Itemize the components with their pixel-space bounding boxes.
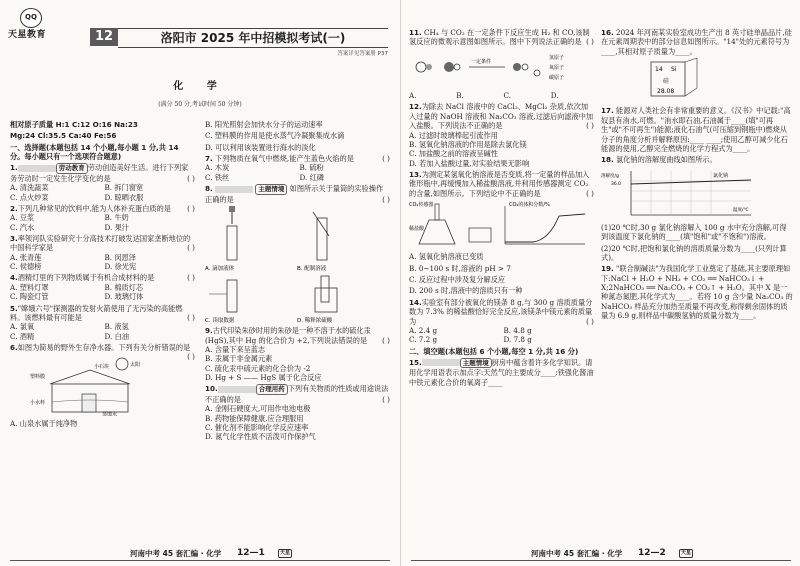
q18-text: 氯化钠的溶解度曲线如图所示。 bbox=[616, 155, 717, 165]
question-list-3 bbox=[409, 102, 594, 387]
y-axis-label: 溶解度/g bbox=[601, 173, 619, 179]
question-list-2 bbox=[205, 326, 390, 441]
footer-mark: 天星 bbox=[280, 550, 291, 556]
q7-opt-b: B. 硫粉 bbox=[299, 163, 324, 173]
q5-option: A. 氯氧 bbox=[10, 322, 35, 332]
question-8 bbox=[205, 184, 390, 204]
question-q13 bbox=[409, 170, 594, 198]
q6-text: 如图为简易的野外生存净水器。下列有关分析错误的是 bbox=[17, 342, 191, 352]
star-icon: QQ bbox=[20, 8, 42, 28]
silicon-element-card bbox=[601, 58, 781, 104]
q8-answer-box: ( ) bbox=[382, 194, 390, 204]
exam-number-badge: 12 bbox=[90, 28, 118, 46]
q11-number: 11. bbox=[409, 28, 422, 37]
question-q5 bbox=[10, 304, 195, 341]
q7-text: 下列物质在氧气中燃烧,能产生蓝色火焰的是 bbox=[215, 154, 354, 164]
q14-answer-box: ( ) bbox=[586, 316, 594, 326]
right-column-1 bbox=[409, 28, 594, 538]
q14-option: B. 4.8 g bbox=[503, 325, 532, 335]
y-tick: 36.0 bbox=[611, 181, 622, 187]
q10-option: C. 催化剂不能影响化学反应速率 bbox=[205, 422, 309, 432]
q8-text: 如图所示关于量筒的实验操作正确的是 bbox=[205, 184, 384, 204]
q2-option: C. 汽水 bbox=[10, 222, 35, 232]
q10-option: A. 金刚石硬度大,可用作电池电极 bbox=[205, 404, 311, 414]
x-axis-label: 温度/℃ bbox=[733, 207, 749, 213]
q9-option: A. 含量下来呈蓝志 bbox=[205, 345, 266, 355]
atomic-number: 14 bbox=[655, 66, 663, 74]
q1-number: 1. bbox=[10, 163, 18, 173]
q9-option: B. 汞属于非金属元素 bbox=[205, 354, 273, 364]
q6-option-a: A. 山泉水属于纯净物 bbox=[10, 418, 78, 428]
atomic-mass-line2: Mg:24 Cl:35.5 Ca:40 Fe:56 bbox=[10, 131, 117, 141]
right-footer bbox=[401, 548, 800, 562]
question-q2 bbox=[10, 204, 195, 232]
q2-answer-box: ( ) bbox=[187, 203, 195, 213]
question-q4 bbox=[10, 273, 195, 301]
fig-label-cup: 小水杯 bbox=[30, 400, 46, 407]
redacted-mark bbox=[215, 186, 253, 193]
q10-option: D. 氮气化学性质不活泼可作保护气 bbox=[205, 432, 316, 442]
question-q12 bbox=[409, 102, 594, 168]
legend-oxygen: 氧原子 bbox=[549, 64, 565, 71]
q5-option: B. 液氢 bbox=[104, 322, 129, 332]
q4-option: C. 陶瓷灯管 bbox=[10, 292, 49, 302]
q2-options-row1 bbox=[10, 213, 195, 222]
question-list bbox=[10, 163, 195, 362]
q11-opt-d: D. bbox=[550, 91, 559, 101]
q1-options-row2 bbox=[10, 193, 195, 202]
q17-text: 能源对人类社会有非常重要的意义。《汉书》中记载:"高奴县有洧水,可燃。"洧水即石油,石油属于____(填"可再生"或"不可再生")能源;液化石油气(可压缩到钢瓶中)燃烧从分子的角度分析并解释原因:____ bbox=[601, 106, 791, 144]
q2-text: 下列几种常见的饮料中,能为人体补充蛋白质的是 bbox=[17, 203, 171, 213]
fig-reading-data bbox=[209, 280, 237, 312]
question-q6 bbox=[10, 342, 195, 362]
q3-option: C. 侯德榜 bbox=[10, 262, 42, 272]
fig-dropping-liquid bbox=[227, 206, 237, 260]
q9-option: C. 硫化汞中硫元素的化合价为 -2 bbox=[205, 363, 311, 373]
right-column-2 bbox=[601, 28, 793, 538]
q3-options-row2 bbox=[10, 262, 195, 271]
q11-text: CH₄ 与 CO₂ 在一定条件下反应生成 H₂ 和 CO,该制氢反应的微观示意图如图所示。图中下列说法正确的是 bbox=[409, 28, 590, 47]
q11-opt-a: A. bbox=[409, 91, 417, 101]
sun-icon bbox=[116, 358, 128, 370]
q7-opt-a: A. 木炭 bbox=[205, 163, 230, 173]
q12-number: 12. bbox=[409, 102, 422, 112]
q8-figure bbox=[205, 206, 385, 324]
fig-caption-d: D. 稀释浓硫酸 bbox=[297, 317, 333, 324]
q7-number: 7. bbox=[205, 154, 213, 164]
q2-options-row2 bbox=[10, 223, 195, 232]
q7-opt-c: C. 铁丝 bbox=[205, 172, 230, 182]
q5-number: 5. bbox=[10, 303, 18, 313]
fig-caption-b: B. 配制溶液 bbox=[297, 265, 327, 272]
q11-opt-c: C. bbox=[503, 91, 512, 101]
q5-answer-box: ( ) bbox=[187, 312, 195, 322]
q19-text: "联合制碱法"为我国化学工业奠定了基础,其主要原理如下:NaCl + H₂O + NH₃ + CO₂ ══ NaHCO₃↓ + X;2NaHCO₃ ══ Na₂CO₃ + CO₂↑ + H₂O。其中 X 是一种氮态氮肥,其化学式为____。若将 10 g 含少量 Na₂CO₃ 的 NaHCO₃ 样品充分加热至质量不再改变,称得剩余固体的质量为 6.9 g,则样品中碳酸氢钠的质量分数为____。 bbox=[601, 264, 793, 321]
q1-option: D. 晾晒衣服 bbox=[104, 192, 144, 202]
q11-options bbox=[409, 91, 594, 100]
question-16 bbox=[601, 28, 793, 56]
co2-experiment-figure bbox=[409, 200, 589, 250]
q12-text: 为除去 NaCl 溶液中的 CaCl₂、MgCl₂ 杂质,依次加入过量的 NaOH 溶液和 Na₂CO₃ 溶液,过滤后向滤液中加入盐酸。下列说法不正确的是 bbox=[409, 102, 594, 131]
q10-option: B. 药物能保障健康,应合理服用 bbox=[205, 413, 304, 423]
q8-tag: 主题情境 bbox=[255, 184, 287, 194]
q4-number: 4. bbox=[10, 273, 18, 283]
question-q14 bbox=[409, 298, 594, 345]
q5-option: D. 白油 bbox=[104, 331, 129, 341]
q13-option: B. 0~100 s 时,溶液的 pH > 7 bbox=[409, 263, 511, 273]
q13-option: A. 氢氧化钠溶液已变质 bbox=[409, 252, 484, 262]
q11-molecule-figure bbox=[409, 49, 589, 89]
redacted-mark bbox=[18, 165, 56, 172]
q4-answer-box: ( ) bbox=[187, 273, 195, 283]
question-q1 bbox=[10, 163, 195, 202]
solubility-curve-figure bbox=[601, 167, 781, 221]
q14-option: D. 7.8 g bbox=[503, 335, 532, 345]
question-7 bbox=[205, 154, 390, 182]
q16-text: 2024 年河南某实验室成功生产出 8 英寸硅单晶品片,硅在元素周期表中的部分信息如图所示。"14"处的元素符号为____,其相对原子质量为____。 bbox=[601, 28, 792, 56]
q6-option-d: D. 可以利用该装置进行海水的淡化 bbox=[205, 142, 316, 152]
q14-text: 实验室有部分被氧化的镁条 8 g,与 300 g 溶质质量分数为 7.3% 的稀盐酸恰好完全反应,该镁条中镁元素的质量为 bbox=[409, 297, 593, 326]
q6-number: 6. bbox=[10, 342, 18, 352]
q10-tag: 合理用药 bbox=[256, 384, 288, 394]
fig-label-condition: 一定条件 bbox=[471, 58, 492, 65]
question-18 bbox=[601, 155, 793, 164]
q7-answer-box: ( ) bbox=[382, 154, 390, 164]
q1-option: C. 点火炒菜 bbox=[10, 192, 49, 202]
q14-options-row2 bbox=[409, 335, 594, 344]
water-purifier-figure bbox=[30, 354, 150, 416]
redacted-mark bbox=[218, 386, 256, 393]
left-footer bbox=[0, 548, 400, 562]
brand-logo bbox=[8, 8, 56, 42]
q12-option: A. 过滤时玻璃棒起引流作用 bbox=[409, 130, 498, 140]
q13-number: 13. bbox=[409, 169, 422, 179]
q1-option: B. 拆门窗宽 bbox=[104, 183, 144, 193]
q3-option: B. 闵恩泽 bbox=[104, 252, 136, 262]
q18-sub2: (2)20 ℃时,把饱和氯化钠的溶质质量分数为____(只列计算式)。 bbox=[601, 243, 787, 263]
atomic-mass-line1: 相对原子质量 H:1 C:12 O:16 Na:23 bbox=[10, 120, 138, 129]
q2-option: B. 牛奶 bbox=[104, 213, 129, 223]
q10-text: 下列有关物质的性质或用途说法不正确的是 bbox=[205, 384, 389, 404]
q19-number: 19. bbox=[601, 264, 614, 274]
fig-label-stone: 小石块 bbox=[94, 364, 110, 371]
q2-number: 2. bbox=[10, 203, 18, 213]
q15-tag: 主题情境 bbox=[460, 358, 492, 368]
footer-title: 河南中考 45 套汇编 · 化学 bbox=[130, 549, 222, 558]
q1-text: 劳动创造美好生活。进行下列家务劳动时一定发生化学变化的是 bbox=[10, 163, 189, 183]
q1-options-row1 bbox=[10, 183, 195, 192]
q5-text: "嫦娥六号"探测器的发射火箭使用了无污染的高能燃料。该燃料最有可能是 bbox=[10, 303, 183, 322]
fig-caption-a: A. 滴加液体 bbox=[205, 265, 235, 272]
question-11 bbox=[409, 28, 594, 47]
fig-dilute-acid bbox=[315, 276, 337, 312]
fig-label-distilled: 蒸馏水 bbox=[102, 412, 118, 417]
footer-title: 河南中考 45 套汇编 · 化学 bbox=[531, 549, 623, 558]
q7-opt-d: D. 红磷 bbox=[299, 172, 324, 182]
q12-option: D. 若加入盐酸过量,对实验结果无影响 bbox=[409, 158, 530, 168]
q4-text: 酒精灯里的下列物质属于有机合成材料的是 bbox=[17, 273, 155, 283]
co2-sensor-label: CO₂传感器 bbox=[409, 202, 434, 209]
q9-answer-box: ( ) bbox=[382, 335, 390, 345]
q18-sub1: (1)20 ℃时,30 g 氯化钠溶解入 100 g 水中充分溶解,可得到该温度下氯化钠的____(填"饱和"或"不饱和")溶液。 bbox=[601, 222, 787, 242]
question-q3 bbox=[10, 234, 195, 271]
q16-number: 16. bbox=[601, 28, 614, 37]
q3-number: 3. bbox=[10, 234, 18, 244]
q8-number: 8. bbox=[205, 184, 213, 194]
q10-answer-box: ( ) bbox=[382, 394, 390, 404]
q17-tail: ____;使用乙醇可减少化石能源的使用,乙醇完全燃烧的化学方程式为____。 bbox=[601, 134, 788, 153]
q4-option: B. 棉质灯芯 bbox=[104, 282, 144, 292]
q4-options-row1 bbox=[10, 283, 195, 292]
question-q9 bbox=[205, 326, 390, 382]
q9-option: D. Hg + S —— HgS 属于化合反应 bbox=[205, 373, 322, 383]
q13-option: D. 200 s 时,溶液中的溶质只有一种 bbox=[409, 286, 523, 296]
page-title: 洛阳市 2025 年中招模拟考试(一) bbox=[118, 28, 388, 48]
q13-answer-box: ( ) bbox=[586, 188, 594, 198]
q5-options-row2 bbox=[10, 332, 195, 341]
footer-rule bbox=[10, 560, 390, 561]
fig-label-film: 塑料膜 bbox=[30, 374, 46, 381]
fig-label-sun: 太阳 bbox=[130, 362, 141, 369]
legend-carbon: 碳原子 bbox=[549, 74, 565, 81]
q17-number: 17. bbox=[601, 106, 614, 116]
hcl-label: 稀盐酸 bbox=[409, 226, 425, 233]
subject-heading: 化 学 bbox=[173, 81, 227, 92]
q10-number: 10. bbox=[205, 384, 218, 394]
q2-option: D. 果汁 bbox=[104, 222, 129, 232]
q11-answer-box: ( ) bbox=[586, 37, 594, 47]
section1-title: 一、选择题(本题包括 14 个小题,每小题 1 分,共 14 分。每小题只有一个选项符合题意) bbox=[10, 142, 179, 162]
q11-opt-b: B. bbox=[456, 91, 464, 101]
left-column-2 bbox=[205, 120, 390, 540]
q13-text: 为测定某氢氧化钠溶液是否变质,将一定量的样品加入锥形瓶中,再缓慢加入稀盐酸溶液,并利用传感器测定 CO₂ 的含量,如图所示。下列结论中不正确的是 bbox=[409, 169, 590, 198]
plastic-film bbox=[50, 370, 130, 384]
q3-answer-box: ( ) bbox=[187, 243, 195, 253]
q1-tag: 劳动教育 bbox=[56, 163, 88, 173]
q6-option-c: C. 塑料膜的作用是使水蒸气冷凝聚集成水滴 bbox=[205, 131, 345, 141]
co2-axis-label: CO₂的体积分数/% bbox=[509, 202, 550, 209]
question-19 bbox=[601, 264, 793, 320]
q4-options-row2 bbox=[10, 292, 195, 301]
q4-option: A. 塑料灯罩 bbox=[10, 282, 49, 292]
q15-number: 15. bbox=[409, 357, 422, 367]
page-number: 12—1 bbox=[237, 548, 265, 558]
left-column-1 bbox=[10, 120, 195, 540]
q12-option: C. 加盐酸之前的溶液呈碱性 bbox=[409, 149, 498, 159]
q12-answer-box: ( ) bbox=[586, 121, 594, 131]
question-q10 bbox=[205, 384, 390, 441]
q14-option: A. 2.4 g bbox=[409, 325, 438, 335]
q14-option: C. 7.2 g bbox=[409, 335, 438, 345]
q3-option: D. 徐光宪 bbox=[104, 262, 137, 272]
curve-label: 氯化钠 bbox=[713, 172, 729, 179]
q13-option: C. 反应过程中涉及复分解反应 bbox=[409, 275, 506, 285]
fig-caption-c: C. 读取数据 bbox=[205, 317, 235, 324]
s2-section-title: 二、填空题(本题包括 6 个小题,每空 1 分,共 16 分) bbox=[409, 346, 579, 356]
q9-number: 9. bbox=[205, 326, 213, 336]
legend-hydrogen: 氢原子 bbox=[549, 54, 565, 61]
q9-text: 古代印染朱砂时用的朱砂是一种不溶于水的硫化汞(HgS),其中 Hg 的化合价为 +2,下列说法错误的是 bbox=[205, 326, 371, 345]
right-page bbox=[400, 0, 800, 566]
element-name: 硅 bbox=[663, 78, 670, 86]
q6-option-b: B. 阳光照射会加快水分子的运动速率 bbox=[205, 120, 323, 129]
q6-answer-box: ( ) bbox=[187, 352, 195, 362]
q5-option: C. 酒精 bbox=[10, 331, 35, 341]
q18-number: 18. bbox=[601, 155, 614, 165]
q14-number: 14. bbox=[409, 297, 422, 307]
fig-prepare-solution bbox=[313, 212, 329, 260]
q12-option: B. 氢氧化钠溶液的作用是除去氯化镁 bbox=[409, 139, 527, 149]
q5-options-row1 bbox=[10, 322, 195, 331]
question-s2 bbox=[409, 347, 594, 356]
page-number: 12—2 bbox=[638, 548, 666, 558]
question-q15 bbox=[409, 358, 594, 387]
footer-mark: 天星 bbox=[681, 550, 692, 556]
q3-text: 率领河队实验研究十分高技术打破发达国家垄断地位的中国科学家是 bbox=[10, 234, 191, 253]
q1-answer-box: ( ) bbox=[187, 173, 195, 183]
q3-options-row1 bbox=[10, 253, 195, 262]
q15-text: 厨房中蕴含着许多化学知识。请用化学用语表示加点字:天然气的主要成分____;铁强化酱油中铁元素化合价的氧离子____ bbox=[409, 357, 594, 387]
atomic-mass: 28.08 bbox=[657, 88, 675, 96]
element-symbol: Si bbox=[671, 66, 677, 74]
q2-option: A. 豆浆 bbox=[10, 213, 35, 223]
cup bbox=[82, 394, 96, 412]
answer-reference: 答案详见答案册 P37 bbox=[337, 51, 388, 57]
q3-option: A. 张青莲 bbox=[10, 252, 42, 262]
q1-option: A. 清洗蔬菜 bbox=[10, 183, 49, 193]
q14-options-row1 bbox=[409, 326, 594, 335]
q4-option: D. 玻璃灯体 bbox=[104, 292, 144, 302]
exam-info: (满分 50 分,考试时间 50 分钟) bbox=[158, 101, 242, 108]
footer-rule bbox=[411, 560, 791, 561]
redacted-mark bbox=[422, 359, 460, 366]
brand-name: 天星教育 bbox=[8, 30, 47, 40]
question-17 bbox=[601, 106, 793, 153]
